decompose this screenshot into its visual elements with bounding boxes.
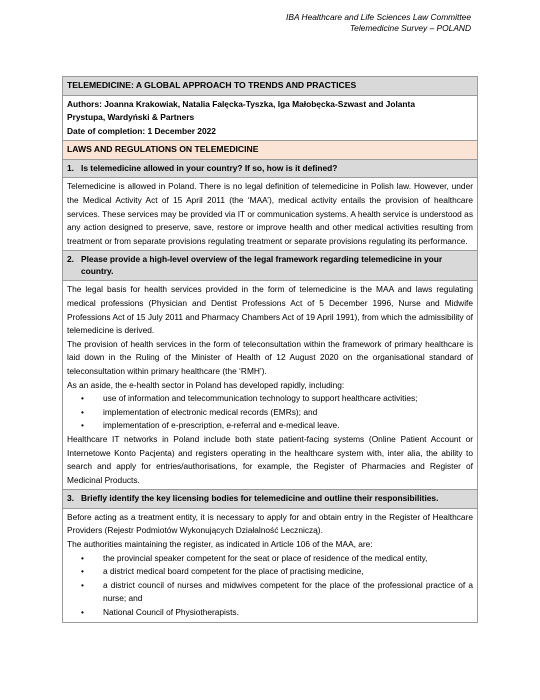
survey-table: [62, 76, 478, 623]
authors-block: [63, 96, 477, 142]
bullet-text: National Council of Physiotherapists.: [103, 607, 239, 617]
bullet-icon: •: [81, 420, 84, 431]
answer-2-paragraph-2: The provision of health services in the form of teleconsultation within the framework of primary healthcare is laid down in the Ruling of the Minister of Health of 12 August 2020 on the organisational standard of teleconsultation within primary healthcare (the ‘RMH’).: [67, 338, 473, 376]
answer-2-bullet-list: [67, 392, 473, 433]
list-item: [67, 565, 473, 579]
list-item: [67, 406, 473, 420]
answer-2-paragraph-1: The legal basis for health services provided in the form of telemedicine is the MAA and laws regulating medical professions (Physician and Dentist Professions Act of 5 December 1996, Nurse and Midwife Professions Act of 15 July 2011 and Pharmacy Chambers Act of 19 April 1991), from which the admissibility of telemedicine is derived.: [67, 284, 473, 336]
bullet-text: a district council of nurses and midwives competent for the place of the professional practice of a nurse; and: [103, 579, 473, 604]
question-1-heading: [63, 160, 477, 179]
bullet-icon: •: [81, 552, 84, 563]
answer-2-paragraph-3: As an aside, the e-health sector in Poland has developed rapidly, including:: [67, 379, 345, 390]
question-2-answer: [63, 281, 477, 490]
bullet-text: implementation of e-prescription, e-referral and e-medical leave.: [103, 420, 340, 431]
question-2-heading: [63, 251, 477, 281]
list-item: [67, 552, 473, 566]
question-2-number: 2.: [67, 254, 74, 265]
question-1-number: 1.: [67, 162, 74, 173]
bullet-icon: •: [81, 579, 84, 590]
question-3-text: Briefly identify the key licensing bodies for telemedicine and outline their responsibilities.: [81, 493, 439, 504]
answer-2-paragraph-4: Healthcare IT networks in Poland include both state patient-facing systems (Online Patient Account or Internetowe Konto Pacjenta) and registers operating in the healthcare system with, inter alia, the ability to search and apply for entries/authorisations, for example, the Register of Pharmacies and Register of Medicinal Products.: [67, 433, 473, 485]
answer-1-paragraph-1: Telemedicine is allowed in Poland. There is no legal definition of telemedicine in Polish law. However, under the Medical Activity Act of 15 April 2011 (the ‘MAA’), medical activity entails the provision of healthcare services. These services may be provided via IT or communication systems. A health service is understood as any action designed to preserve, save, restore or improve health and other medical activities resulting from treatment or from separate provisions regulating treatment or separate provisions regulating its performance.: [67, 181, 473, 246]
question-2-text: Please provide a high-level overview of the legal framework regarding telemedicine in your country.: [81, 254, 443, 276]
list-item: [67, 606, 473, 620]
section-title: LAWS AND REGULATIONS ON TELEMEDICINE: [63, 141, 477, 160]
bullet-text: implementation of electronic medical records (EMRs); and: [103, 406, 318, 417]
answer-3-bullet-list: [67, 552, 473, 620]
bullet-text: use of information and telecommunication technology to support healthcare activities;: [103, 393, 418, 404]
bullet-text: a district medical board competent for the place of practising medicine,: [103, 566, 364, 577]
bullet-icon: •: [81, 566, 84, 577]
bullet-icon: •: [81, 393, 84, 404]
question-3-answer: [63, 509, 477, 622]
answer-3-paragraph-1: Before acting as a treatment entity, it is necessary to apply for and obtain entry in the Register of Healthcare Providers (Rejestr Podmiotów Wykonujących Działalność Leczniczą).: [67, 511, 473, 536]
list-item: [67, 579, 473, 606]
header-survey: Telemedicine Survey – POLAND: [349, 22, 471, 33]
question-1-text: Is telemedicine allowed in your country? If so, how is it defined?: [81, 162, 338, 173]
question-3-heading: [63, 490, 477, 509]
answer-3-paragraph-2: The authorities maintaining the register, as indicated in Article 106 of the MAA, are:: [67, 539, 373, 550]
bullet-text: the provincial speaker competent for the seat or place of residence of the medical entity,: [103, 552, 428, 563]
question-3-number: 3.: [67, 493, 74, 504]
question-1-answer: [63, 178, 477, 251]
bullet-icon: •: [81, 406, 84, 417]
list-item: [67, 392, 473, 406]
document-title: TELEMEDICINE: A GLOBAL APPROACH TO TRENDS AND PRACTICES: [63, 77, 477, 96]
completion-date: Date of completion: 1 December 2022: [67, 125, 216, 136]
page-header: [286, 12, 471, 33]
authors-line-2: Prystupa, Wardyński & Partners: [67, 112, 195, 123]
list-item: [67, 419, 473, 433]
header-committee: IBA Healthcare and Life Sciences Law Committee: [286, 12, 471, 22]
authors-line-1: Authors: Joanna Krakowiak, Natalia Falęcka-Tyszka, Iga Małobęcka-Szwast and Jolanta: [67, 98, 415, 109]
bullet-icon: •: [81, 607, 84, 617]
